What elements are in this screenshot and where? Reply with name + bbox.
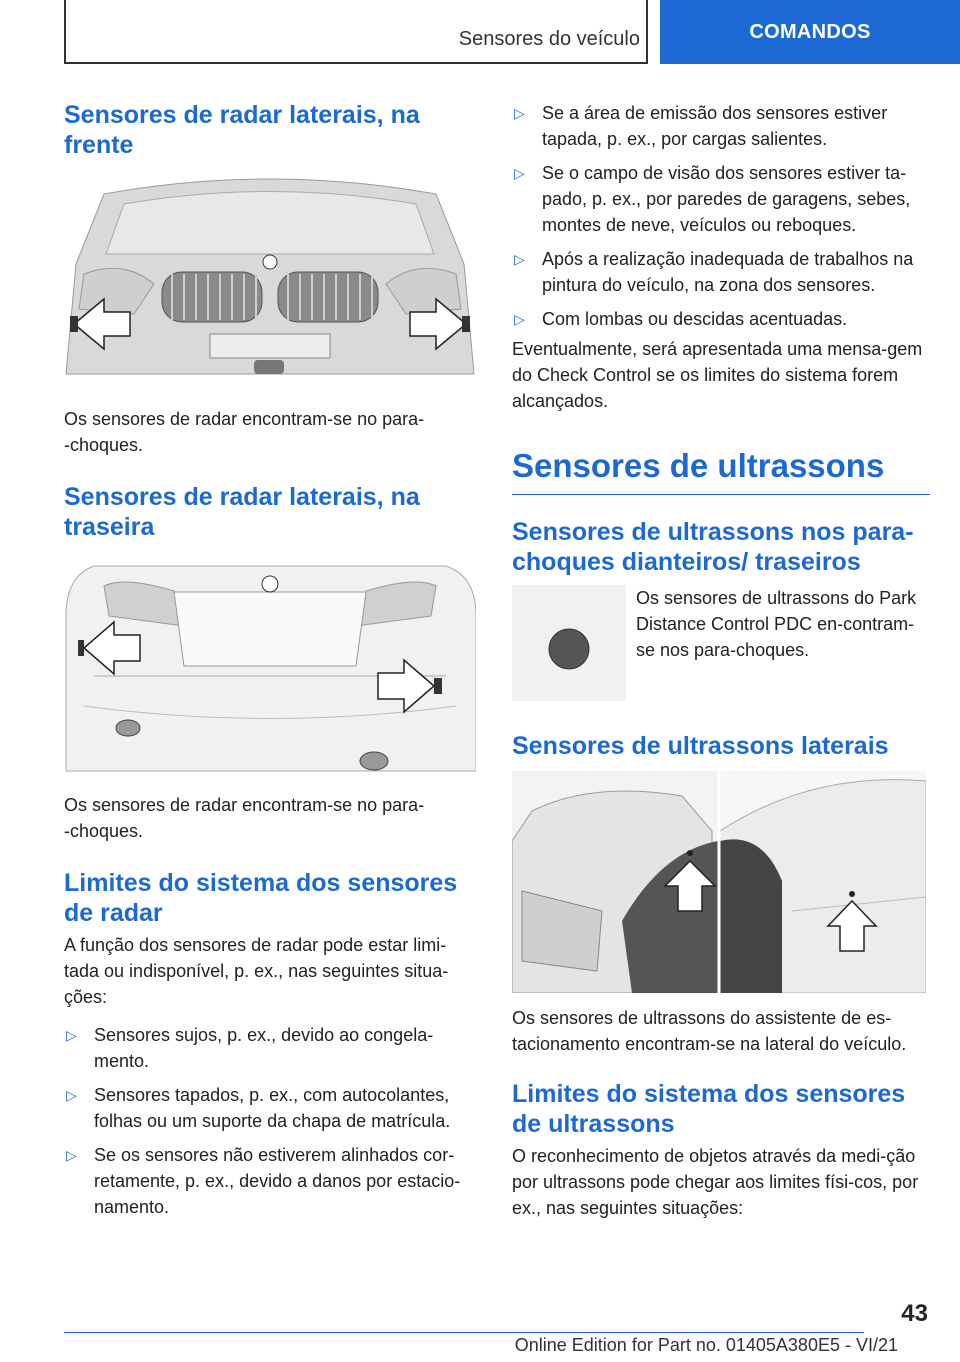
triangle-right-icon: ▷ (66, 1027, 77, 1043)
pdc-sensor-text: Os sensores de ultrassons do Park Distance Control PDC en-contram-se nos para-choques. (636, 588, 917, 660)
ultrasonic-sensor-illustration (512, 585, 626, 701)
left-column (64, 100, 476, 1228)
rear-radar-caption: Os sensores de radar encontram-se no para- -choques. (64, 795, 425, 841)
list-item: ▷ Sensores sujos, p. ex., devido ao congela-mento. (64, 1022, 476, 1074)
list-item: ▷ Se o campo de visão dos sensores estiver ta-pado, p. ex., por paredes de garagens, sebes, montes de neve, veículos ou reboques. (512, 160, 930, 238)
list-item: ▷ Após a realização inadequada de trabalhos na pintura do veículo, na zona dos sensores. (512, 246, 930, 298)
footer-divider (64, 1332, 864, 1333)
pdc-sensor-block (512, 585, 930, 701)
right-column (512, 100, 930, 1221)
radar-limits-list-continued (512, 100, 930, 332)
rear-car-illustration (64, 556, 476, 774)
list-item: ▷ Se os sensores não estiverem alinhados cor-retamente, p. ex., devido a danos por estacio-namento. (64, 1142, 476, 1220)
heading-rear-radar: Sensores de radar laterais, na traseira (64, 483, 420, 541)
triangle-right-icon: ▷ (514, 165, 525, 181)
ultrasonic-limits-text: O reconhecimento de objetos através da medi-ção por ultrassons pode chegar aos limites físi-cos, por ex., nas seguintes situações: (512, 1146, 919, 1218)
heading-ultrasonic-bumpers: Sensores de ultrassons nos para-choques dianteiros/ traseiros (512, 518, 914, 576)
list-item: ▷ Com lombas ou descidas acentuadas. (512, 306, 930, 332)
front-radar-caption: Os sensores de radar encontram-se no para- -choques. (64, 409, 425, 455)
radar-limits-list (64, 1022, 476, 1220)
header-chapter-tab: COMANDOS (660, 0, 960, 64)
list-item: ▷ Se a área de emissão dos sensores estiver tapada, p. ex., por cargas salientes. (512, 100, 930, 152)
heading-front-radar: Sensores de radar laterais, na frente (64, 101, 420, 159)
triangle-right-icon: ▷ (514, 105, 525, 121)
radar-limits-intro: A função dos sensores de radar pode estar limi-tada ou indisponível, p. ex., nas seguintes situa-ções: (64, 935, 449, 1007)
heading-ultrasonic: Sensores de ultrassons (512, 446, 930, 495)
heading-radar-limits: Limites do sistema dos sensores de radar (64, 869, 458, 927)
header-section-title: Sensores do veículo (458, 28, 640, 50)
lateral-sensors-illustration (512, 771, 926, 993)
page-number: 43 (901, 1300, 928, 1327)
list-item: ▷ Sensores tapados, p. ex., com autocolantes, folhas ou um suporte da chapa de matrícula. (64, 1082, 476, 1134)
check-control-note: Eventualmente, será apresentada uma mensa-gem do Check Control se os limites do sistema forem alcançados. (512, 339, 923, 411)
heading-lateral-ultrasonic: Sensores de ultrassons laterais (512, 732, 889, 760)
footer-edition: Online Edition for Part no. 01405A380E5 - VI/21 (514, 1335, 898, 1355)
heading-ultrasonic-limits: Limites do sistema dos sensores de ultrassons (512, 1080, 906, 1138)
front-car-illustration (64, 174, 476, 396)
triangle-right-icon: ▷ (514, 251, 525, 267)
triangle-right-icon: ▷ (66, 1147, 77, 1163)
triangle-right-icon: ▷ (66, 1087, 77, 1103)
lateral-sensors-caption: Os sensores de ultrassons do assistente de es-tacionamento encontram-se na lateral do veículo. (512, 1008, 907, 1054)
triangle-right-icon: ▷ (514, 311, 525, 327)
